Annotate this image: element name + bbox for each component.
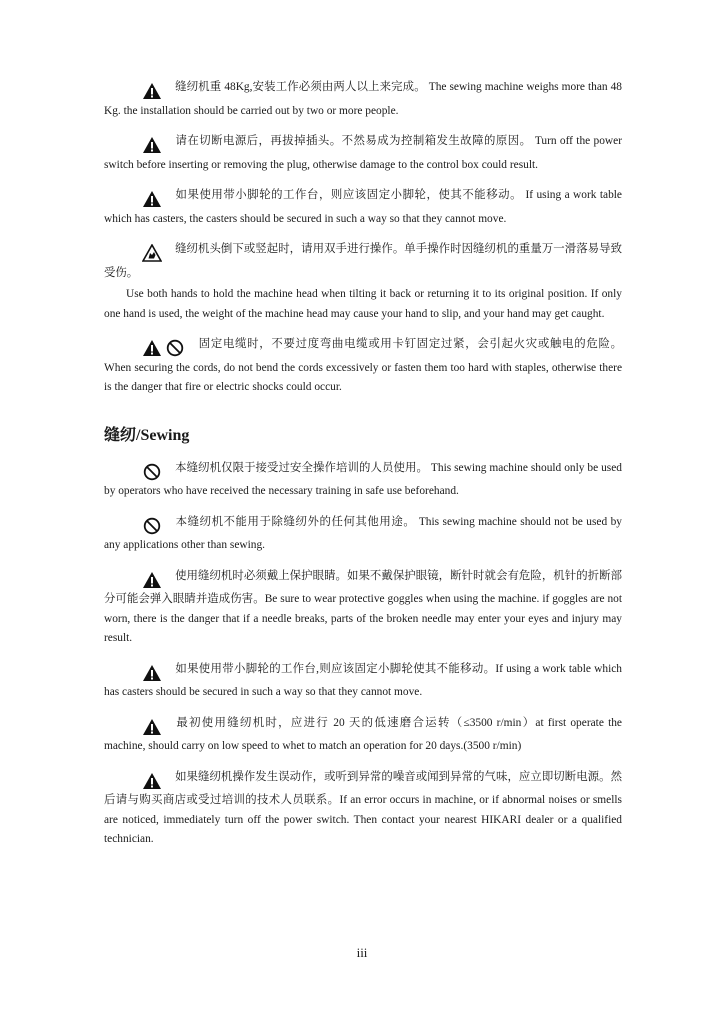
warning-item	[104, 513, 622, 556]
warning-symbols	[142, 772, 165, 792]
warning-icon	[142, 339, 162, 357]
warning-text: 固定电缆时，不要过度弯曲电缆或用卡钉固定过紧，会引起火灾或触电的危险。When securing the cords, do not bend the cords excessively or fasten them too hard with staples, otherwise there is the danger that fire or electric shocks could occur.	[104, 338, 622, 393]
warning-symbols	[142, 244, 165, 264]
prohibition-icon	[142, 517, 162, 535]
warning-text: 如果使用带小脚轮的工作台,则应该固定小脚轮使其不能移动。If using a work table which has casters should be secured in such a way so that they cannot move.	[104, 662, 622, 698]
warning-item	[104, 459, 622, 502]
warning-text: 请在切断电源后，再拔掉插头。不然易成为控制箱发生故障的原因。 Turn off the power switch before inserting or removing the plug, otherwise damage to the control box could result.	[104, 135, 622, 171]
page-number: iii	[356, 945, 368, 960]
warning-symbols	[142, 136, 165, 156]
warning-text: 使用缝纫机时必须戴上保护眼睛。如果不戴保护眼镜，断针时就会有危险，机针的折断部分可能会弹入眼睛并造成伤害。Be sure to wear protective goggles when using the machine. if goggles are not worn, there is the danger that if a needle breaks, parts of the broken needle may enter your eyes and injury may result.	[104, 569, 622, 644]
hand-warning-icon	[142, 244, 162, 262]
warning-text: 如果使用带小脚轮的工作台，则应该固定小脚轮，使其不能移动。 If using a work table which has casters, the casters should be secured in such a way so that they cannot move.	[104, 189, 622, 225]
warning-icon	[142, 664, 162, 682]
page-content	[104, 78, 622, 861]
prohibition-icon	[165, 339, 185, 357]
warning-symbols	[142, 339, 188, 359]
warning-item	[104, 768, 622, 850]
warning-symbols	[142, 82, 165, 102]
section-title: 缝纫/Sewing	[104, 426, 190, 444]
warning-text: 缝纫机重 48Kg,安装工作必须由两人以上来完成。 The sewing machine weighs more than 48 Kg. the installation should be carried out by two or more people.	[104, 81, 622, 117]
warning-item	[104, 132, 622, 175]
warning-symbols	[142, 190, 165, 210]
warning-icon	[142, 571, 162, 589]
warning-item	[104, 714, 622, 757]
warning-text: 本缝纫机仅限于接受过安全操作培训的人员使用。 This sewing machine should only be used by operators who have received the necessary training in safe use beforehand.	[104, 461, 622, 497]
warning-symbols	[142, 517, 165, 537]
sewing-warnings-list	[104, 459, 622, 850]
warning-symbols	[142, 463, 165, 483]
warning-symbols	[142, 664, 165, 684]
warning-item	[104, 660, 622, 703]
prohibition-icon	[142, 463, 162, 481]
warning-item	[104, 186, 622, 229]
safety-warnings-list	[104, 78, 622, 398]
warning-item	[104, 335, 622, 398]
warning-icon	[142, 136, 162, 154]
warning-text: 最初使用缝纫机时，应进行 20 天的低速磨合运转（≤3500 r/min）at first operate the machine, should carry on low speed to whet to match an operation for 20 days.(3500 r/min)	[104, 716, 622, 752]
warning-icon	[142, 718, 162, 736]
warning-item	[104, 567, 622, 649]
warning-symbols	[142, 718, 165, 738]
warning-text: 本缝纫机不能用于除缝纫外的任何其他用途。 This sewing machine should not be used by any applications other than sewing.	[104, 515, 622, 551]
warning-icon	[142, 190, 162, 208]
warning-continuation: Use both hands to hold the machine head when tilting it back or returning it to its original position. If only one hand is used, the weight of the machine head may cause your hand to slip, and your hand may get caught.	[104, 288, 622, 320]
warning-icon	[142, 82, 162, 100]
warning-icon	[142, 772, 162, 790]
warning-text: 缝纫机头倒下或竖起时，请用双手进行操作。单手操作时因缝纫机的重量万一滑落易导致受伤。	[104, 243, 622, 279]
warning-text: 如果缝纫机操作发生误动作，或听到异常的噪音或闻到异常的气味，应立即切断电源。然后请与购买商店或受过培训的技术人员联系。If an error occurs in machine, or if abnormal noises or smells are noticed, immediately turn off the power switch. Then contact your nearest HIKARI dealer or a qualified technician.	[104, 770, 622, 845]
warning-item	[104, 240, 622, 283]
warning-symbols	[142, 571, 165, 591]
warning-item	[104, 78, 622, 121]
